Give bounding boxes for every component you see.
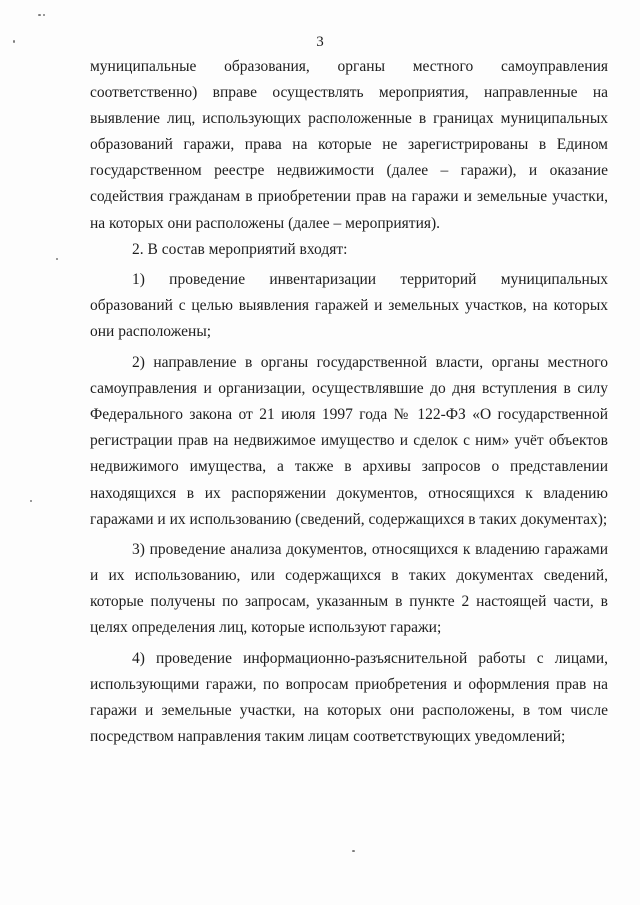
- scan-speck: [30, 500, 32, 502]
- paragraph-item-2-heading: 2. В состав мероприятий входят:: [132, 240, 348, 258]
- paragraph-subitem-3: 3) проведение анализа документов, относящихся к владению гаражами и их использованию, или содержащихся в таких документах сведений, которые получены по запросам, указанным в пункте 2 настоящей части, в целях определения лиц, которые используют гаражи;: [90, 541, 608, 637]
- paragraph-subitem-4: 4) проведение информационно-разъяснительной работы с лицами, использующими гаражи, по вопросам приобретения и оформления прав на гаражи и земельные участки, на которых они расположены, в том числе посредством направления таким лицам соответствующих уведомлений;: [90, 650, 608, 746]
- scan-speck: [56, 258, 58, 260]
- scan-speck: [352, 850, 355, 852]
- paragraph-subitem-2: 2) направление в органы государственной власти, органы местного самоуправления и организации, осуществлявшие до дня вступления в силу Федерального закона от 21 июля 1997 года № 122-ФЗ «О государственной регистрации прав на недвижимое имущество и сделок с ним» учёт объектов недвижимого имущества, а также в архивы запросов о представлении находящихся в их распоряжении документов, относящихся к владению гаражами и их использованию (сведений, содержащихся в таких документах);: [90, 354, 608, 528]
- page-number: 3: [316, 34, 324, 50]
- scan-speck: [13, 40, 15, 43]
- document-body: [90, 54, 608, 750]
- paragraph-subitem-1: 1) проведение инвентаризации территорий муниципальных образований с целью выявления гаражей и земельных участков, на которых они расположены;: [90, 271, 608, 341]
- scan-speck: [38, 14, 41, 16]
- scan-speck: [43, 14, 45, 16]
- paragraph-intro-continuation: муниципальные образования, органы местного самоуправления соответственно) вправе осуществлять мероприятия, направленные на выявление лиц, использующих расположенные в границах муниципальных образований гаражи, права на которые не зарегистрированы в Едином государственном реестре недвижимости (далее – гаражи), и оказание содействия гражданам в приобретении прав на гаражи и земельные участки, на которых они расположены (далее – мероприятия).: [90, 58, 608, 232]
